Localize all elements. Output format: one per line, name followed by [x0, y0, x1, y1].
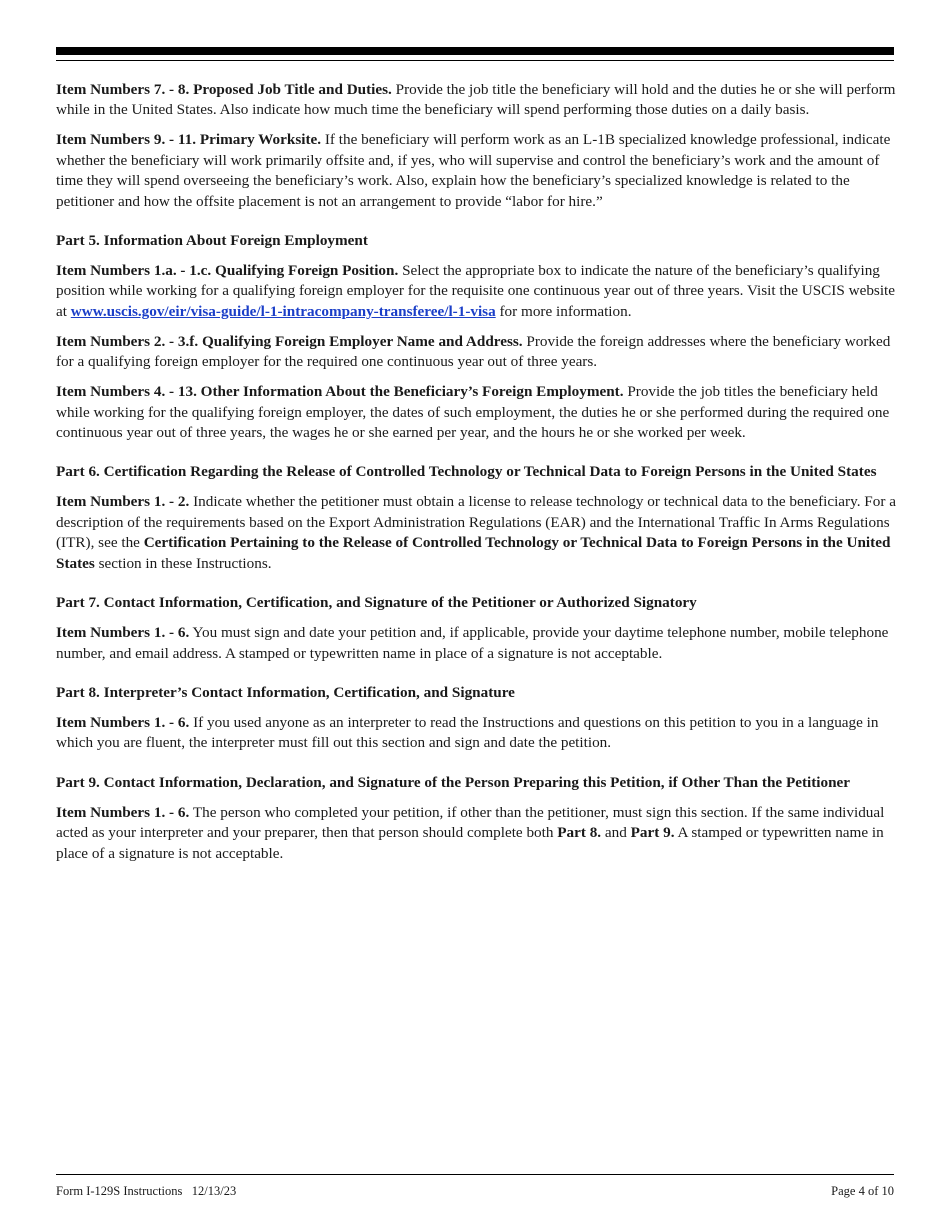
item-9-11-lead: Item Numbers 9. - 11. Primary Worksite.: [56, 131, 322, 149]
part-6-heading: Part 6. Certification Regarding the Release of Controlled Technology or Technical Data to Foreign Persons in the United States: [56, 463, 877, 481]
item-7-8-text: Provide the job title the beneficiary will hold and the duties he or she will perform while in the United States. Also indicate how much time the beneficiary will spend performing those duties on a daily basis.: [56, 81, 896, 119]
item-9-11-paragraph: [56, 130, 896, 212]
item-7-8-lead: Item Numbers 7. - 8. Proposed Job Title and Duties.: [56, 81, 392, 98]
part-6-item-1-lead: Item Numbers 1. - 2.: [56, 493, 190, 511]
part-9-item-1-text-after: A stamped or typewritten name in place of a signature is not acceptable.: [56, 824, 884, 862]
part-7-item-1-text: You must sign and date your petition and, if applicable, provide your daytime telephone number, mobile telephone number, and email address. A stamped or typewritten name in place of a signature is not acceptable.: [56, 624, 889, 662]
header-thick-rule: [56, 47, 894, 55]
part-5-item-1-lead: Item Numbers 1.a. - 1.c. Qualifying Foreign Position.: [56, 262, 399, 280]
part-5-item-2-text: Provide the foreign addresses where the beneficiary worked for a qualifying foreign employer for the required one continuous year out of three years.: [56, 332, 891, 371]
header-thin-rule: [56, 60, 894, 61]
part-7-heading: Part 7. Contact Information, Certification, and Signature of the Petitioner or Authorized Signatory: [56, 594, 697, 612]
part-9-item-1-text-mid: and: [601, 824, 631, 842]
part-9-heading: Part 9. Contact Information, Declaration, and Signature of the Person Preparing this Petition, if Other Than the Petitioner: [56, 773, 851, 791]
part-5-item-1-paragraph: [56, 261, 896, 322]
part-9-reference: Part 9.: [630, 824, 675, 842]
footer-page-number: Page 4 of 10: [831, 1184, 894, 1198]
part-5-item-4-text: Provide the job titles the beneficiary held while working for the qualifying foreign employer, the dates of such employment, the duties he or she performed during the required one continuous year out of three years, the wages he or she earned per year, and the hours he or she worked per week.: [56, 383, 890, 442]
part-7-item-1-lead: Item Numbers 1. - 6.: [56, 624, 190, 642]
uscis-l1-visa-link[interactable]: www.uscis.gov/eir/visa-guide/l-1-intracompany-transferee/l-1-visa: [70, 302, 496, 320]
part-8-heading: Part 8. Interpreter’s Contact Information, Certification, and Signature: [56, 683, 515, 701]
part-6-item-1-text-after: section in these Instructions.: [94, 554, 272, 572]
part-8-item-1-paragraph: [56, 713, 896, 754]
part-8-reference: Part 8.: [557, 824, 602, 842]
part-5-item-4-paragraph: [56, 382, 896, 443]
part-5-item-4-lead: Item Numbers 4. - 13. Other Information About the Beneficiary’s Foreign Employment.: [56, 383, 624, 401]
part-7-item-1-paragraph: [56, 623, 896, 664]
part-6-item-1-text-before: Indicate whether the petitioner must obtain a license to release technology or technical data to the beneficiary. For a description of the requirements based on the Export Administration Regulations (EAR) and the International Traffic In Arms Regulations (ITR), see the: [56, 493, 896, 552]
part-6-certification-reference: Certification Pertaining to the Release of Controlled Technology or Technical Data to Foreign Persons in the United States: [56, 534, 891, 572]
part-6-item-1-paragraph: [56, 492, 896, 574]
part-5-item-1-text-before: Select the appropriate box to indicate the nature of the beneficiary’s qualifying position while working for a qualifying foreign employer for the requisite one continuous year out of three years. Visit the USCIS website at: [56, 262, 895, 320]
footer-form-id: Form I-129S Instructions 12/13/23: [56, 1184, 237, 1198]
part-5-item-2-lead: Item Numbers 2. - 3.f. Qualifying Foreign Employer Name and Address.: [56, 332, 523, 350]
item-9-11-text: If the beneficiary will perform work as an L-1B specialized knowledge professional, indicate whether the beneficiary will work primarily offsite and, if yes, who will supervise and control the beneficiary’s work and the amount of time they will spend overseeing the beneficiary’s work. Also, explain how the beneficiary’s specialized knowledge is related to the petitioner and how the offsite placement is not an arrangement to provide “labor for hire.”: [56, 131, 891, 210]
document-body: [56, 80, 896, 874]
part-8-item-1-lead: Item Numbers 1. - 6.: [56, 713, 190, 731]
part-5-item-2-paragraph: [56, 332, 896, 373]
part-9-item-1-text-before: The person who completed your petition, if other than the petitioner, must sign this section. If the same individual acted as your interpreter and your preparer, then that person should complete both: [56, 803, 885, 842]
part-9-item-1-paragraph: [56, 803, 896, 864]
part-5-item-1-text-after: for more information.: [495, 302, 632, 320]
item-7-8-paragraph: [56, 80, 896, 121]
part-5-heading: Part 5. Information About Foreign Employment: [56, 232, 368, 250]
part-9-item-1-lead: Item Numbers 1. - 6.: [56, 803, 190, 821]
part-8-item-1-text: If you used anyone as an interpreter to read the Instructions and questions on this petition to you in a language in which you are fluent, the interpreter must fill out this section and sign and date the petition.: [56, 713, 879, 752]
footer-rule: [56, 1174, 894, 1175]
